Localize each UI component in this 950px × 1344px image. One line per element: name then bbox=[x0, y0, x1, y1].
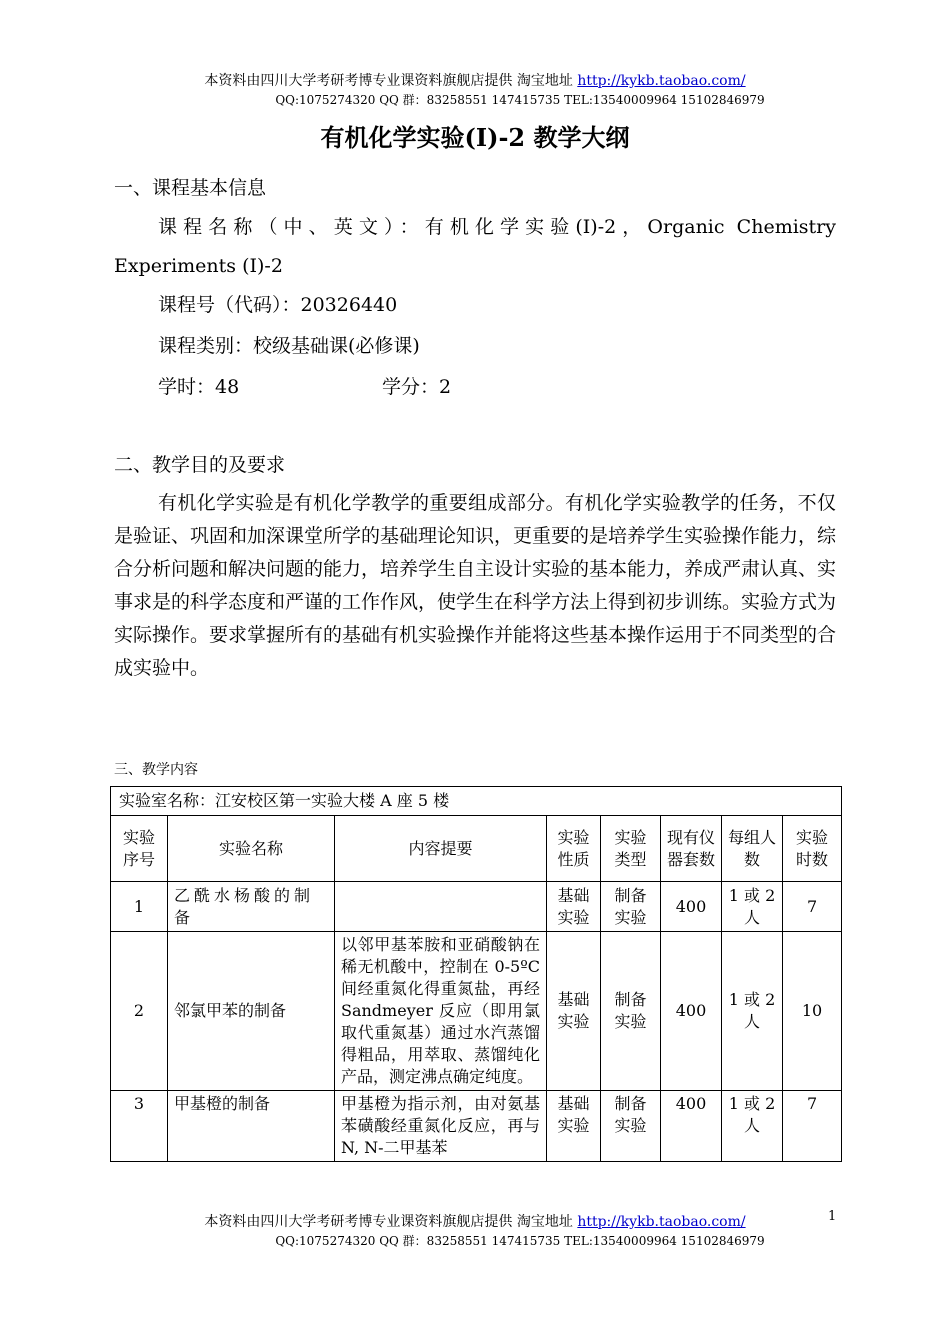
col-header: 现有仪器套数 bbox=[661, 816, 722, 882]
footer-text: 本资料由四川大学考研考博专业课资料旗舰店提供 淘宝地址 bbox=[204, 1214, 578, 1230]
group-size: 1 或 2 人 bbox=[722, 882, 783, 932]
col-header: 实验类型 bbox=[601, 816, 661, 882]
course-hours: 学时：48 bbox=[158, 376, 240, 398]
equipment-sets: 400 bbox=[661, 932, 722, 1091]
page-number: 1 bbox=[828, 1209, 837, 1224]
col-header: 实验序号 bbox=[111, 816, 168, 882]
experiment-name: 甲基橙的制备 bbox=[168, 1091, 335, 1162]
row-number: 1 bbox=[111, 882, 168, 932]
row-number: 2 bbox=[111, 932, 168, 1091]
page-footer bbox=[0, 1211, 950, 1231]
section2-paragraph: 有机化学实验是有机化学教学的重要组成部分。有机化学实验教学的任务，不仅是验证、巩固和加深课堂所学的基础理论知识，更重要的是培养学生实验操作能力，综合分析问题和解决问题的能力，培养学生自主设计实验的基本能力，养成严肃认真、实事求是的科学态度和严谨的工作作风，使学生在科学方法上得到初步训练。实验方式为实际操作。要求掌握所有的基础有机实验操作并能将这些基本操作运用于不同类型的合成实验中。 bbox=[114, 492, 837, 679]
experiment-hours: 7 bbox=[783, 882, 842, 932]
table-header-row bbox=[111, 816, 842, 882]
col-header: 实验名称 bbox=[168, 816, 335, 882]
group-size: 1 或 2 人 bbox=[722, 1091, 783, 1162]
course-code: 课程号（代码）：20326440 bbox=[158, 294, 398, 316]
course-category: 课程类别：校级基础课(必修课) bbox=[158, 335, 420, 357]
section3-heading: 三、教学内容 bbox=[114, 762, 198, 778]
section1-heading: 一、课程基本信息 bbox=[114, 177, 267, 199]
experiment-type: 制备实验 bbox=[601, 1091, 661, 1162]
experiment-summary: 甲基橙为指示剂，由对氨基苯磺酸经重氮化反应，再与 N, N-二甲基苯 bbox=[335, 1091, 547, 1162]
experiment-table bbox=[110, 786, 842, 1162]
experiment-summary: 以邻甲基苯胺和亚硝酸钠在稀无机酸中，控制在 0-5ºC 间经重氮化得重氮盐，再经 Sandmeyer 反应（即用氯取代重氮基）通过水汽蒸馏得粗品，用萃取、蒸馏纯化产品，测定沸点确定纯度。 bbox=[335, 932, 547, 1091]
header-contact: QQ:1075274320 QQ 群：83258551 147415735 TEL:13540009964 15102846979 bbox=[275, 93, 765, 107]
footer-contact: QQ:1075274320 QQ 群：83258551 147415735 TEL:13540009964 15102846979 bbox=[275, 1234, 765, 1248]
experiment-name: 邻氯甲苯的制备 bbox=[168, 932, 335, 1091]
course-credits: 学分：2 bbox=[382, 376, 452, 398]
footer-shop-link[interactable]: http://kykb.taobao.com/ bbox=[577, 1214, 746, 1230]
experiment-hours: 10 bbox=[783, 932, 842, 1091]
document-title: 有机化学实验(I)-2 教学大纲 bbox=[320, 123, 630, 152]
col-header: 实验性质 bbox=[547, 816, 601, 882]
experiment-hours: 7 bbox=[783, 1091, 842, 1162]
course-name-cont: Experiments (I)-2 bbox=[114, 255, 283, 277]
table-lab-row bbox=[111, 787, 842, 816]
experiment-nature: 基础实验 bbox=[547, 932, 601, 1091]
experiment-type: 制备实验 bbox=[601, 882, 661, 932]
experiment-type: 制备实验 bbox=[601, 932, 661, 1091]
col-header: 实验时数 bbox=[783, 816, 842, 882]
table-row bbox=[111, 1091, 842, 1162]
col-header: 内容提要 bbox=[335, 816, 547, 882]
equipment-sets: 400 bbox=[661, 1091, 722, 1162]
table-row bbox=[111, 932, 842, 1091]
section2-heading: 二、教学目的及要求 bbox=[114, 454, 286, 476]
header-shop-link[interactable]: http://kykb.taobao.com/ bbox=[577, 73, 746, 89]
row-number: 3 bbox=[111, 1091, 168, 1162]
experiment-summary bbox=[335, 882, 547, 932]
experiment-nature: 基础实验 bbox=[547, 1091, 601, 1162]
group-size: 1 或 2 人 bbox=[722, 932, 783, 1091]
experiment-name: 乙酰水杨酸的制备 bbox=[168, 882, 335, 932]
course-name: 课程名称（中、英文）：有机化学实验(I)-2，Organic Chemistry bbox=[158, 216, 836, 238]
experiment-nature: 基础实验 bbox=[547, 882, 601, 932]
table-row bbox=[111, 882, 842, 932]
header-text: 本资料由四川大学考研考博专业课资料旗舰店提供 淘宝地址 bbox=[204, 73, 578, 89]
page-header bbox=[0, 70, 950, 90]
col-header: 每组人数 bbox=[722, 816, 783, 882]
equipment-sets: 400 bbox=[661, 882, 722, 932]
lab-name-cell: 实验室名称：江安校区第一实验大楼 A 座 5 楼 bbox=[111, 787, 842, 816]
